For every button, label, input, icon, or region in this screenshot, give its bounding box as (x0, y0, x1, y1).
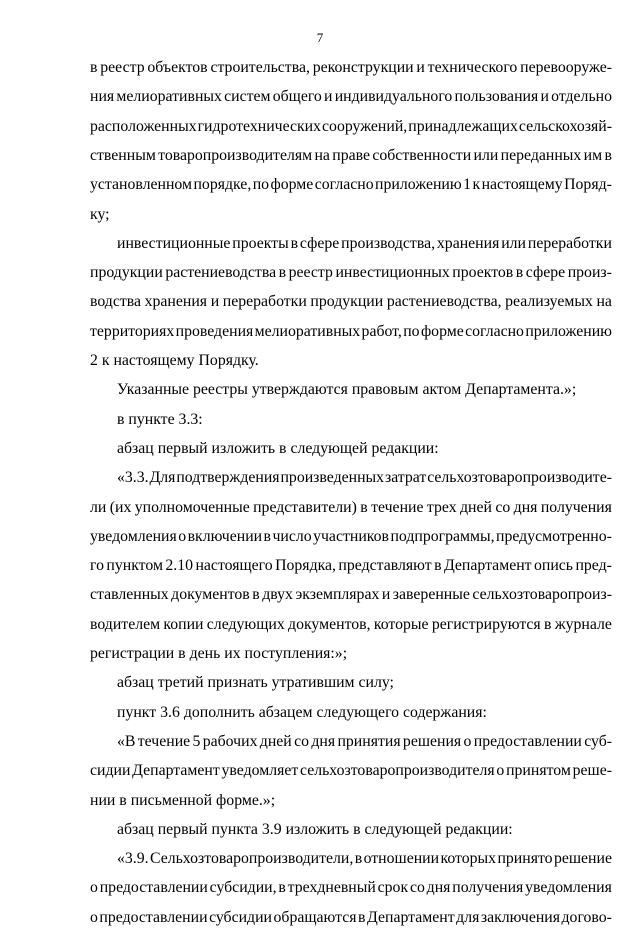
text-line: ли (их уполномоченные представители) в течение трех дней со дня получения (90, 499, 612, 516)
text-line: «3.3. Для подтверждения произведенных затрат сельхозтоваропроизводите- (117, 469, 612, 486)
text-line: абзац третий признать утратившим силу; (117, 674, 394, 691)
page-number: 7 (316, 30, 324, 45)
text-line: ния мелиоративных систем общего и индивидуального пользования и отдельно (90, 88, 612, 105)
text-line: ственным товаропроизводителям на праве собственности или переданных им в (90, 147, 612, 164)
text-line: инвестиционные проекты в сфере производства, хранения или переработки (117, 235, 612, 252)
text-line: продукции растениеводства в реестр инвестиционных проектов в сфере произ- (90, 264, 612, 281)
text-line: в реестр объектов строительства, реконструкции и технического перевооруже- (90, 59, 612, 76)
text-line: водства хранения и переработки продукции растениеводства, реализуемых на (90, 293, 612, 310)
text-line: абзац первый пункта 3.9 изложить в следующей редакции: (117, 821, 513, 838)
text-line: территориях проведения мелиоративных работ, по форме согласно приложению (90, 323, 612, 340)
text-line: ставленных документов в двух экземплярах и заверенные сельхозтоваропроиз- (90, 586, 612, 603)
text-line: регистрации в день их поступления:»; (90, 645, 348, 662)
text-line: нии в письменной форме.»; (90, 792, 276, 809)
text-line: 2 к настоящему Порядку. (90, 352, 259, 369)
text-line: расположенных гидротехнических сооружений, принадлежащих сельскохозяй- (90, 118, 612, 135)
text-line: водителем копии следующих документов, которые регистрируются в журнале (90, 616, 612, 633)
text-line: ку; (90, 206, 110, 223)
text-line: «В течение 5 рабочих дней со дня принятия решения о предоставлении суб- (117, 733, 612, 750)
text-line: установленном порядке, по форме согласно приложению 1 к настоящему Поряд- (90, 176, 612, 193)
text-line: «3.9. Сельхозтоваропроизводители, в отношении которых принято решение (117, 850, 612, 867)
text-line: о предоставлении субсидии обращаются в Департамент для заключения догово- (90, 909, 612, 926)
text-line: в пункте 3.3: (117, 411, 203, 428)
text-line: абзац первый изложить в следующей редакции: (117, 440, 439, 457)
text-line: сидии Департамент уведомляет сельхозтоваропроизводителя о принятом реше- (90, 762, 612, 779)
text-line: пункт 3.6 дополнить абзацем следующего содержания: (117, 704, 487, 721)
text-line: о предоставлении субсидии, в трехдневный срок со дня получения уведомления (90, 879, 612, 896)
text-line: уведомления о включении в число участников подпрограммы, предусмотренно- (90, 528, 612, 545)
text-line: го пунктом 2.10 настоящего Порядка, представляют в Департамент опись пред- (90, 557, 612, 574)
text-line: Указанные реестры утверждаются правовым актом Департамента.»; (117, 381, 577, 398)
